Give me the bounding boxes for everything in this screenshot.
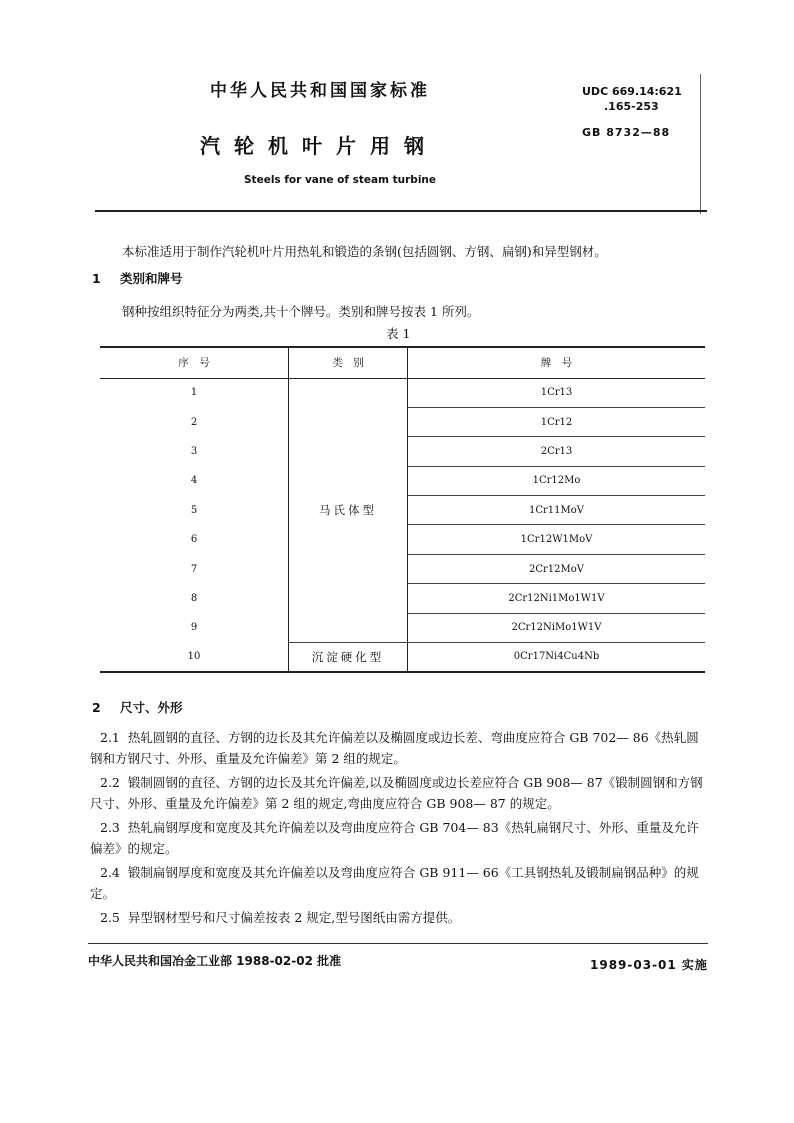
clause [90, 727, 706, 769]
clause [90, 862, 706, 904]
clause-number: 2.5 [100, 910, 120, 925]
seq-cell: 1 [190, 387, 198, 399]
seq-cell: 2 [190, 416, 198, 428]
document-title-english: Steels for vane of steam turbine [244, 174, 437, 186]
section-2-clauses [90, 727, 706, 931]
clause-number: 2.2 [100, 775, 120, 790]
clause-number: 2.4 [100, 865, 120, 880]
grade-cell: 0Cr17Ni4Cu4Nb [408, 643, 706, 672]
table-header-row [100, 347, 705, 378]
section-1-heading [92, 269, 183, 287]
header-grade: 牌 号 [408, 347, 706, 378]
document-title: 汽轮机叶片用钢 [200, 134, 438, 158]
section-number: 1 [92, 271, 101, 286]
section-number: 2 [92, 700, 101, 715]
seq-cell: 4 [190, 475, 198, 487]
udc-line-2: .165-253 [604, 100, 659, 113]
header-divider [700, 74, 701, 214]
clause [90, 772, 706, 814]
effective-date: 1989-03-01 实施 [590, 958, 708, 972]
clause-text: 锻制扁钢厚度和宽度及其允许偏差以及弯曲度应符合 GB 911— 66《工具钢热轧及锻制扁钢品种》的规定。 [90, 865, 699, 901]
seq-cell: 7 [190, 563, 198, 575]
section-title: 尺寸、外形 [120, 700, 183, 715]
table-row [100, 378, 705, 407]
udc-line-1: UDC 669.14:621 [582, 85, 682, 98]
seq-cell: 10 [100, 643, 289, 672]
grade-cell: 1Cr12Mo [408, 466, 706, 495]
table-row [100, 643, 705, 672]
grade-cell: 1Cr13 [408, 378, 706, 407]
section-title: 类别和牌号 [120, 271, 183, 286]
seq-cell: 8 [190, 592, 198, 604]
scope-paragraph: 本标准适用于制作汽轮机叶片用热轧和锻造的条钢(包括圆钢、方钢、扁钢)和异型钢材。 [122, 244, 607, 259]
grade-cell: 2Cr12Ni1Mo1W1V [408, 584, 706, 613]
category-martensitic: 马氏体型 [289, 378, 408, 643]
section-2-heading [92, 698, 183, 716]
grades-table [100, 346, 705, 673]
seq-cell: 9 [190, 622, 198, 634]
standard-org-title: 中华人民共和国国家标准 [210, 81, 430, 101]
grade-cell: 2Cr13 [408, 437, 706, 466]
approval-note: 中华人民共和国冶金工业部 1988-02-02 批准 [88, 954, 342, 968]
clause-text: 异型钢材型号和尺寸偏差按表 2 规定,型号图纸由需方提供。 [127, 910, 461, 925]
clause-number: 2.1 [100, 730, 120, 745]
grade-cell: 1Cr11MoV [408, 496, 706, 525]
seq-cell: 6 [190, 534, 198, 546]
grade-cell: 2Cr12NiMo1W1V [408, 613, 706, 642]
seq-cell: 5 [190, 504, 198, 516]
footer-rule [88, 943, 708, 944]
clause-text: 热轧圆钢的直径、方钢的边长及其允许偏差以及椭圆度或边长差、弯曲度应符合 GB 702— 86《热轧圆钢和方钢尺寸、外形、重量及允许偏差》第 2 组的规定。 [90, 730, 699, 766]
header-category: 类 别 [289, 347, 408, 378]
grade-cell: 1Cr12W1MoV [408, 525, 706, 554]
clause-text: 锻制圆钢的直径、方钢的边长及其允许偏差,以及椭圆度或边长差应符合 GB 908— 87《锻制圆钢和方钢尺寸、外形、重量及允许偏差》第 2 组的规定,弯曲度应符合 GB 908— 87 的规定。 [90, 775, 703, 811]
section-1-text: 钢种按组织特征分为两类,共十个牌号。类别和牌号按表 1 所列。 [122, 304, 480, 319]
clause [90, 817, 706, 859]
udc-code [582, 84, 682, 114]
header-seq: 序 号 [100, 347, 289, 378]
clause [90, 907, 706, 928]
clause-text: 热轧扁钢厚度和宽度及其允许偏差以及弯曲度应符合 GB 704— 83《热轧扁钢尺寸、外形、重量及允许偏差》的规定。 [90, 820, 699, 856]
header-rule [95, 210, 707, 212]
table-caption: 表 1 [386, 326, 411, 341]
grade-cell: 1Cr12 [408, 407, 706, 436]
category-precipitation: 沉淀硬化型 [289, 643, 408, 672]
gb-number: GB 8732—88 [582, 126, 671, 139]
grade-cell: 2Cr12MoV [408, 554, 706, 583]
clause-number: 2.3 [100, 820, 120, 835]
seq-cell: 3 [190, 445, 198, 457]
